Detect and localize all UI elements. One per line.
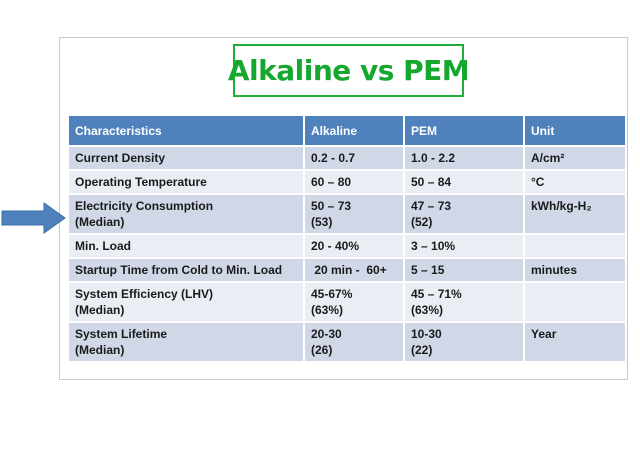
table-header-row bbox=[68, 115, 626, 146]
comparison-table bbox=[67, 114, 627, 363]
row-label: System Efficiency (LHV) (Median) bbox=[68, 282, 304, 322]
row-label: Min. Load bbox=[68, 234, 304, 258]
unit-value: kWh/kg-H₂ bbox=[524, 194, 626, 234]
alkaline-value: 20 - 40% bbox=[304, 234, 404, 258]
alkaline-value: 50 – 73 (53) bbox=[304, 194, 404, 234]
header-alkaline: Alkaline bbox=[304, 115, 404, 146]
table-row bbox=[68, 146, 626, 170]
row-label: System Lifetime (Median) bbox=[68, 322, 304, 362]
pem-value: 5 – 15 bbox=[404, 258, 524, 282]
header-unit: Unit bbox=[524, 115, 626, 146]
table-row bbox=[68, 282, 626, 322]
pem-value: 50 – 84 bbox=[404, 170, 524, 194]
pem-value: 1.0 - 2.2 bbox=[404, 146, 524, 170]
unit-value bbox=[524, 282, 626, 322]
unit-value: A/cm² bbox=[524, 146, 626, 170]
table-row bbox=[68, 258, 626, 282]
row-label: Current Density bbox=[68, 146, 304, 170]
alkaline-value: 60 – 80 bbox=[304, 170, 404, 194]
pem-value: 3 – 10% bbox=[404, 234, 524, 258]
alkaline-value: 45-67% (63%) bbox=[304, 282, 404, 322]
table-row bbox=[68, 170, 626, 194]
title-box bbox=[227, 44, 470, 97]
slide-title: Alkaline vs PEM bbox=[227, 54, 470, 87]
pem-value: 45 – 71% (63%) bbox=[404, 282, 524, 322]
table-row bbox=[68, 234, 626, 258]
row-label: Startup Time from Cold to Min. Load bbox=[68, 258, 304, 282]
table-row bbox=[68, 322, 626, 362]
table-row bbox=[68, 194, 626, 234]
unit-value bbox=[524, 234, 626, 258]
unit-value: °C bbox=[524, 170, 626, 194]
unit-value: minutes bbox=[524, 258, 626, 282]
alkaline-value: 0.2 - 0.7 bbox=[304, 146, 404, 170]
header-characteristics: Characteristics bbox=[68, 115, 304, 146]
alkaline-value: 20 min - 60+ bbox=[304, 258, 404, 282]
unit-value: Year bbox=[524, 322, 626, 362]
alkaline-value: 20-30 (26) bbox=[304, 322, 404, 362]
header-pem: PEM bbox=[404, 115, 524, 146]
right-arrow-icon bbox=[0, 202, 66, 234]
row-label: Operating Temperature bbox=[68, 170, 304, 194]
pem-value: 47 – 73 (52) bbox=[404, 194, 524, 234]
row-label: Electricity Consumption (Median) bbox=[68, 194, 304, 234]
pem-value: 10-30 (22) bbox=[404, 322, 524, 362]
